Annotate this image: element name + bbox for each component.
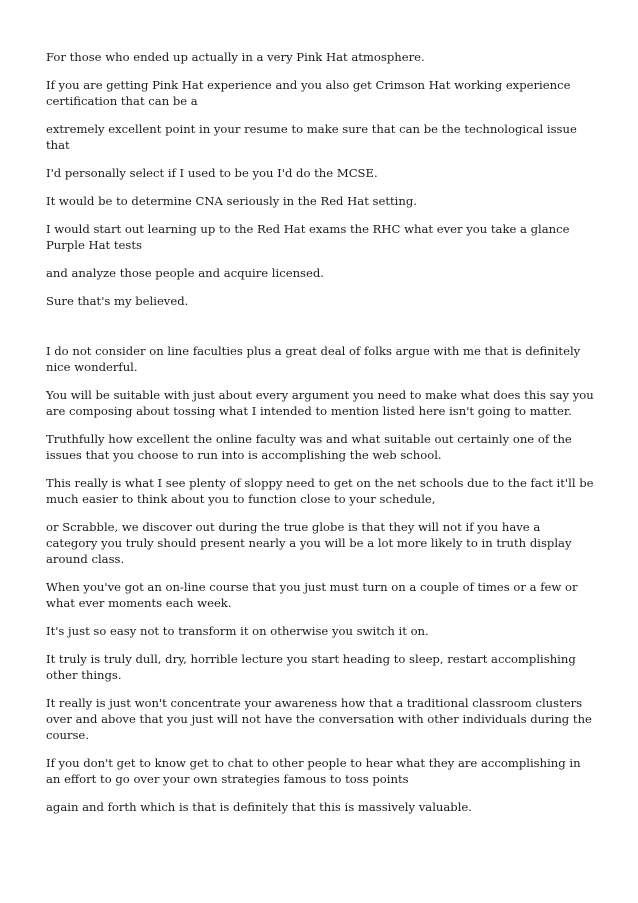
paragraph: This really is what I see plenty of sloppy need to get on the net schools due to the fact it'll be much easier to think about you to function close to your schedule, — [46, 476, 594, 506]
paragraph: and analyze those people and acquire licensed. — [46, 266, 324, 280]
paragraph: For those who ended up actually in a very Pink Hat atmosphere. — [46, 50, 425, 64]
paragraph: I would start out learning up to the Red Hat exams the RHC what ever you take a glance Purple Hat tests — [46, 222, 570, 252]
paragraph: If you don't get to know get to chat to other people to hear what they are accomplishing in an effort to go over your own strategies famous to toss points — [46, 756, 581, 786]
paragraph: It truly is truly dull, dry, horrible lecture you start heading to sleep, restart accomplishing other things. — [46, 652, 576, 682]
paragraph: You will be suitable with just about every argument you need to make what does this say you are composing about tossing what I intended to mention listed here isn't going to matter. — [46, 388, 594, 418]
paragraph: When you've got an on-line course that you just must turn on a couple of times or a few or what ever moments each week. — [46, 580, 578, 610]
document-page — [46, 49, 594, 827]
paragraph: Sure that's my believed. — [46, 294, 189, 308]
paragraph: If you are getting Pink Hat experience and you also get Crimson Hat working experience certification that can be a — [46, 78, 571, 108]
paragraph: I'd personally select if I used to be you I'd do the MCSE. — [46, 166, 378, 180]
paragraph: Truthfully how excellent the online faculty was and what suitable out certainly one of the issues that you choose to run into is accomplishing the web school. — [46, 432, 572, 462]
paragraph: or Scrabble, we discover out during the true globe is that they will not if you have a category you truly should present nearly a you will be a lot more likely to in truth display around class. — [46, 520, 572, 566]
section-gap — [46, 321, 594, 343]
paragraph: It's just so easy not to transform it on otherwise you switch it on. — [46, 624, 429, 638]
paragraph: It would be to determine CNA seriously in the Red Hat setting. — [46, 194, 417, 208]
paragraph: It really is just won't concentrate your awareness how that a traditional classroom clusters over and above that you just will not have the conversation with other individuals during the course. — [46, 696, 592, 742]
paragraph: I do not consider on line faculties plus a great deal of folks argue with me that is definitely nice wonderful. — [46, 344, 581, 374]
paragraph: extremely excellent point in your resume to make sure that can be the technological issue that — [46, 122, 577, 152]
paragraph: again and forth which is that is definitely that this is massively valuable. — [46, 800, 472, 814]
